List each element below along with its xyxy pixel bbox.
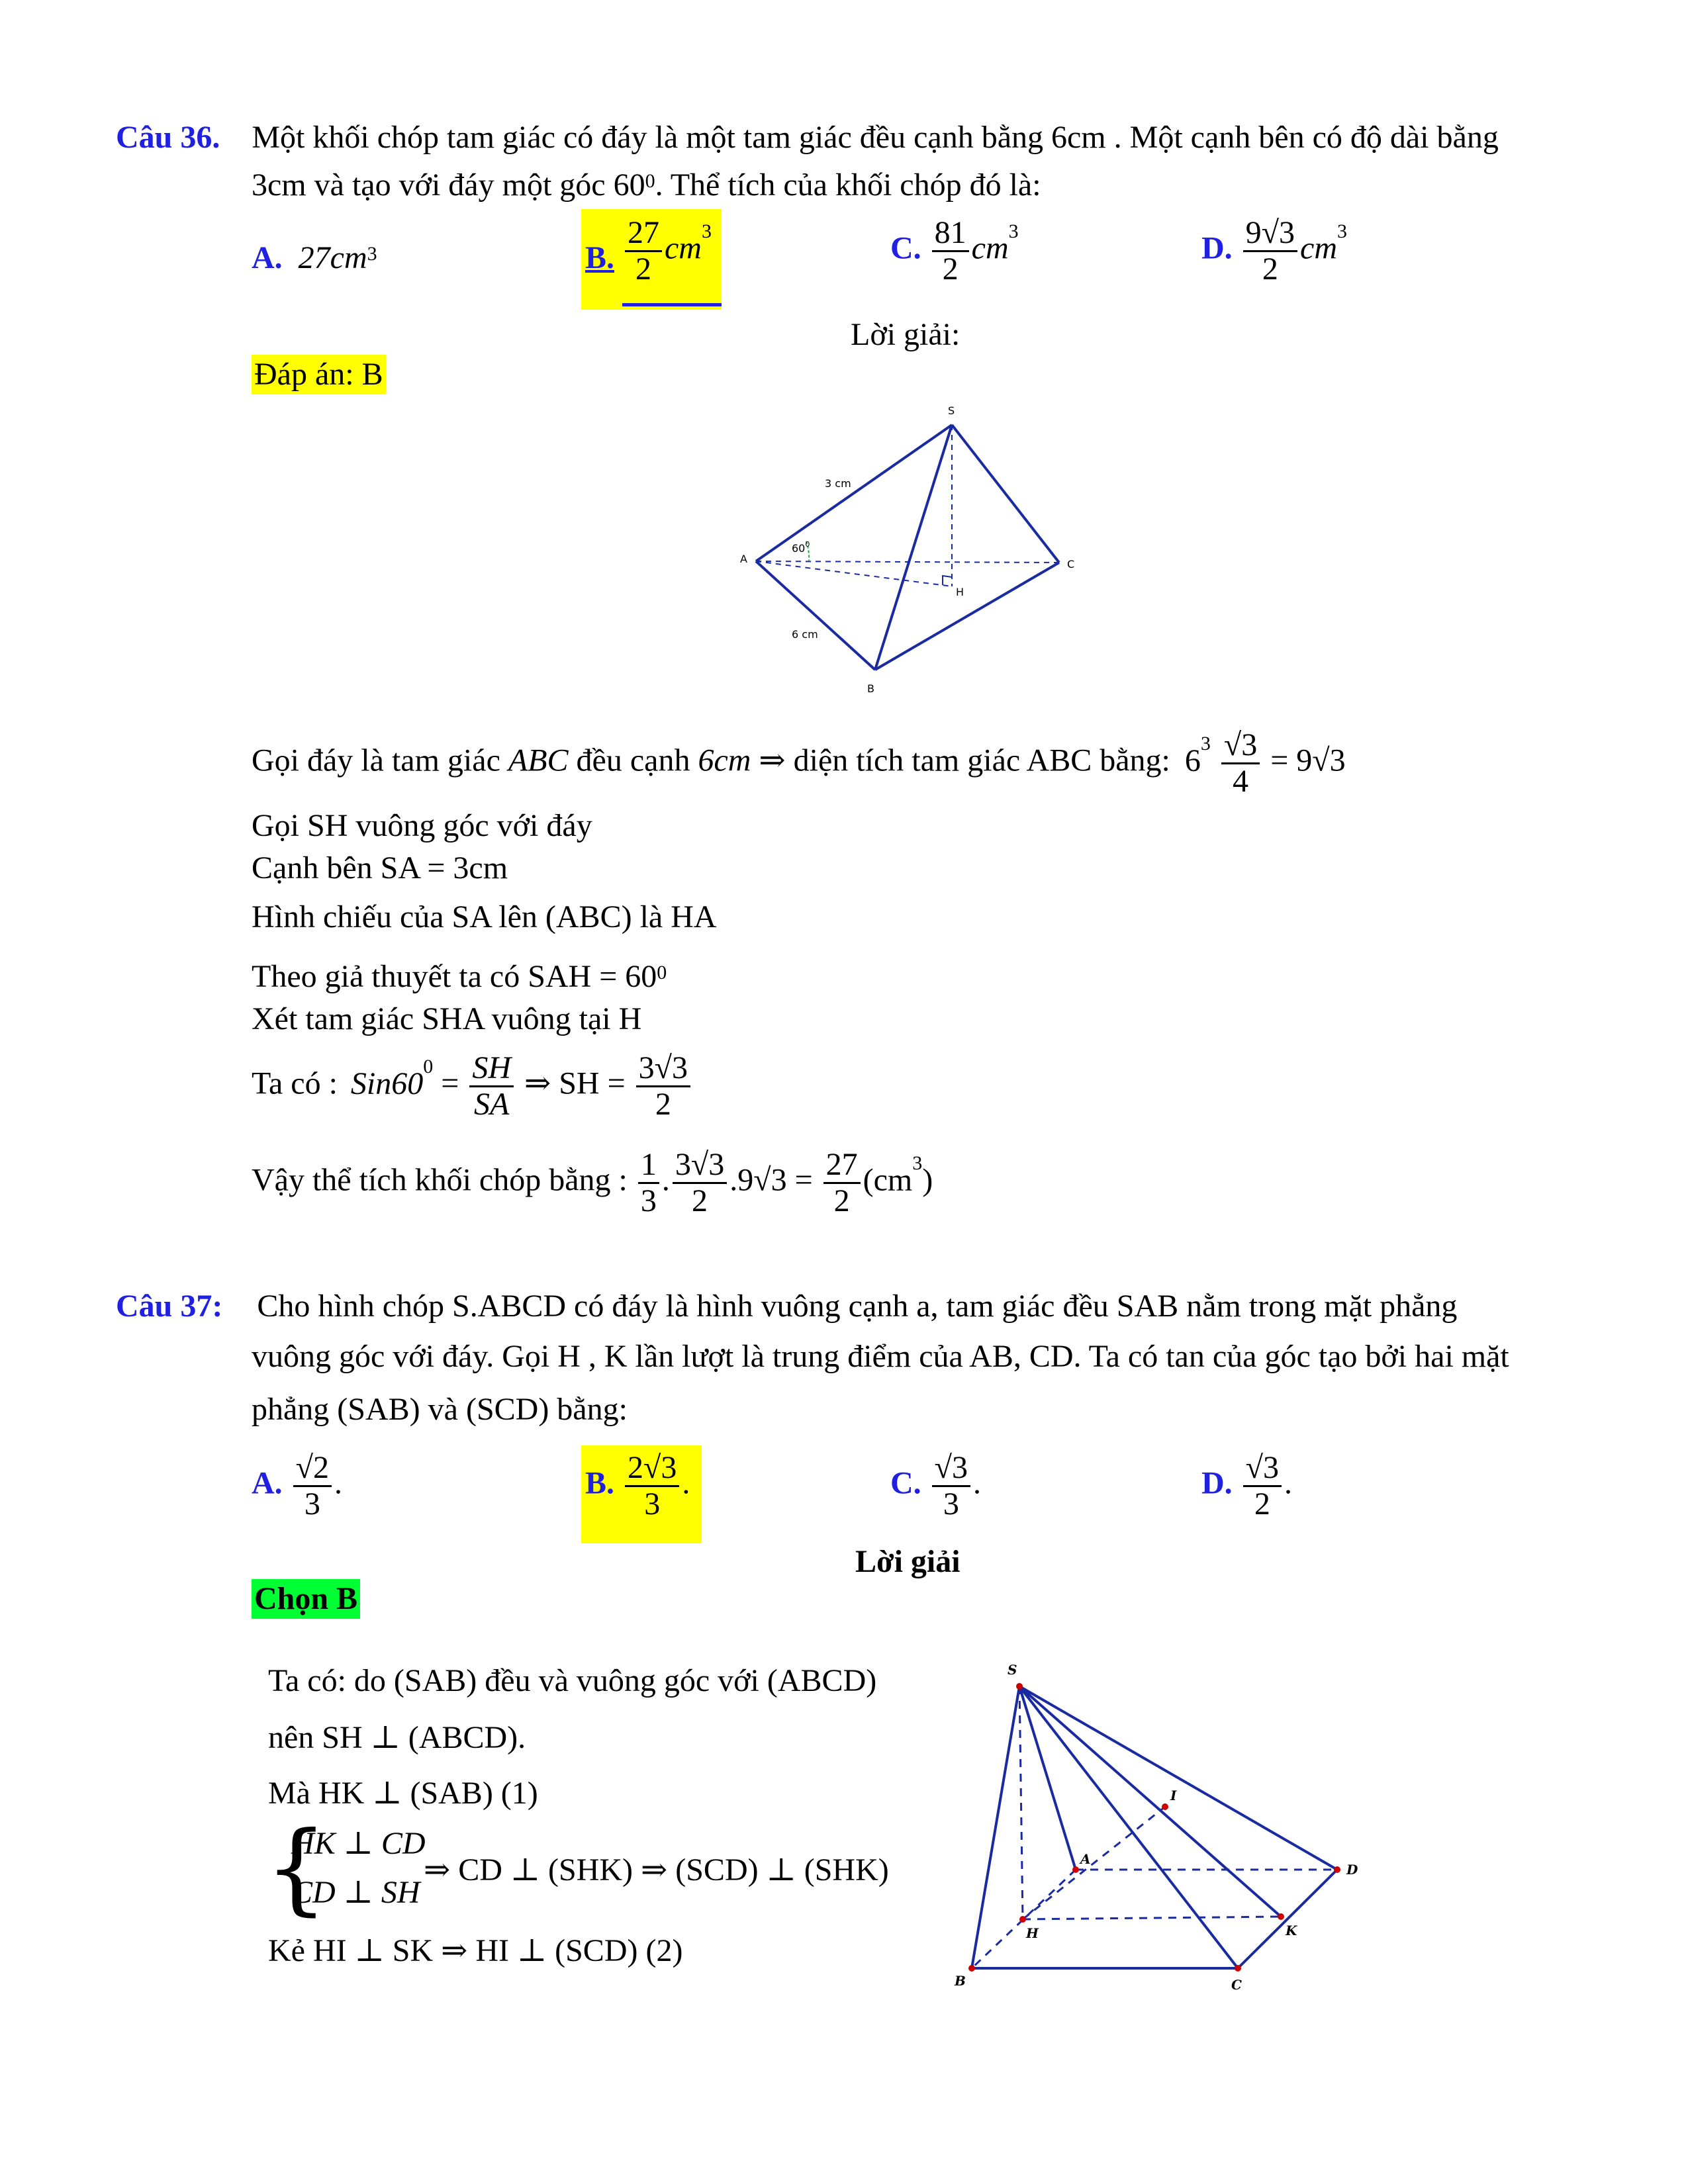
q36-sol5-sup: 0: [657, 962, 667, 983]
q36-option-b-sup: 3: [701, 220, 712, 242]
q36-option-d-sup: 3: [1336, 220, 1347, 242]
q36-answer: Đáp án: B: [252, 355, 386, 394]
label-h: H: [956, 586, 964, 598]
q36-sol8-fraction1: [638, 1148, 659, 1218]
q36-sol8-num3: 27: [823, 1148, 861, 1184]
q37-solution-heading: Lời giải: [855, 1544, 961, 1579]
q37-option-a-den: 3: [304, 1486, 320, 1522]
q36-option-d-label: D.: [1201, 230, 1233, 266]
q36-text2: 3cm và tạo với đáy một góc 60: [252, 167, 645, 203]
q37-option-c-label: C.: [890, 1465, 921, 1501]
q36-sol7-b: Sin60: [350, 1066, 424, 1101]
q36-sol-line7: Ta có : $Sin60^0$ = $\frac{SH}{SA}$ ⇒ SH = $\frac{3√3}{2}$: [252, 1051, 693, 1122]
q36-text2-end: . Thể tích của khối chóp đó là:: [655, 167, 1041, 203]
q36-sol7-den1: SA: [474, 1087, 510, 1122]
edge-sa: [756, 425, 952, 561]
q37-option-b-label: B.: [585, 1465, 615, 1501]
point-a: [1072, 1866, 1079, 1873]
q36-sol1-c: đều cạnh: [576, 743, 690, 778]
q36-sol7-den2: 2: [655, 1087, 671, 1122]
q36-option-d: [1201, 216, 1347, 287]
q36-sol1-a: Gọi đáy là tam giác: [252, 743, 500, 778]
q36-sol8-c-sup: 3: [912, 1152, 923, 1174]
q36-option-a-value: 27cm: [298, 240, 367, 275]
segment-ah: [756, 561, 952, 586]
q36-option-b: [581, 209, 722, 310]
q36-sol-line6: Xét tam giác SHA vuông tại H: [252, 1001, 642, 1036]
point-h: [1019, 1916, 1026, 1923]
q36-option-c-num: 81: [932, 216, 969, 252]
label-i: I: [1170, 1788, 1177, 1803]
q36-sol1-num: √3: [1221, 728, 1260, 764]
edge-sk: [1019, 1686, 1281, 1917]
q36-option-c-label: C.: [890, 230, 921, 266]
q37-sol-line4b: CD ⊥ SH: [291, 1875, 420, 1910]
q36-sol7-num2: 3√3: [636, 1051, 690, 1087]
q36-sol5-text: Theo giả thuyết ta có SAH = 60: [252, 959, 657, 994]
q36-solution-heading: Lời giải:: [851, 317, 961, 352]
q36-sol8-num2: 3√3: [673, 1148, 727, 1184]
q36-option-c: [890, 216, 1019, 287]
q36-text1: Một khối chóp tam giác có đáy là một tam giác đều cạnh bằng 6cm . Một cạnh bên có độ dài bằng: [252, 120, 1499, 155]
q36-option-d-num: 9√3: [1243, 216, 1297, 252]
q37-option-a-fraction: [293, 1451, 332, 1522]
q36-sol-line4: Hình chiếu của SA lên (ABC) là HA: [252, 899, 717, 934]
q36-sol8-den2: 2: [692, 1183, 708, 1218]
q37-answer: Chọn B: [252, 1579, 360, 1619]
q37-option-c-num: √3: [932, 1451, 970, 1487]
q36-option-a-sup: 3: [367, 243, 377, 265]
q37-option-c-den: 3: [943, 1486, 959, 1522]
q36-text2-sup: 0: [645, 170, 655, 192]
q36-sol8-b: .9√3 =: [729, 1162, 813, 1198]
q36-option-a-label: A.: [252, 240, 283, 275]
q36-sol8-fraction2: [673, 1148, 727, 1218]
q36-option-b-label: B.: [585, 240, 615, 275]
q36-sol1-d: 6cm: [698, 743, 751, 778]
q37-option-c-fraction: [932, 1451, 970, 1522]
q37-option-a-label: A.: [252, 1465, 283, 1501]
label-b: B: [955, 1973, 966, 1989]
q36-sol7-num1: SH: [469, 1051, 514, 1087]
q37-option-b: B. $\frac{2√3}{3}$ .: [581, 1445, 702, 1543]
q36-line2: [252, 165, 1041, 205]
label-d: D: [1346, 1862, 1358, 1878]
q36-option-d-den: 2: [1262, 251, 1278, 287]
label-a: A: [1080, 1851, 1091, 1867]
q36-option-c-unit: cm: [971, 230, 1009, 266]
q36-sol8-a: Vậy thể tích khối chóp bằng :: [252, 1162, 628, 1198]
q36-option-d-unit: cm: [1300, 230, 1337, 266]
q37-label: Câu 37:: [116, 1289, 223, 1324]
point-i: [1162, 1803, 1168, 1810]
q37-option-d-fraction: [1243, 1451, 1282, 1522]
q37-sol-line4c: ⇒ CD ⊥ (SHK) ⇒ (SCD) ⊥ (SHK): [424, 1852, 889, 1888]
edge-cd: [1238, 1870, 1337, 1968]
q36-sol7-fraction1: [469, 1051, 514, 1122]
label-side: 3 cm: [825, 477, 851, 490]
point-c: [1235, 1965, 1241, 1972]
label-a: A: [740, 553, 747, 565]
q36-sol-line1: [252, 728, 1346, 799]
label-base: 6 cm: [792, 628, 818, 641]
q37-sol-line2: nên SH ⊥ (ABCD).: [268, 1720, 526, 1755]
q37-sol-line5: Kẻ HI ⊥ SK ⇒ HI ⊥ (SCD) (2): [268, 1933, 683, 1968]
right-angle-mark: [943, 576, 952, 585]
q36-sol1-b: ABC: [508, 743, 569, 778]
edge-sb: [972, 1686, 1019, 1968]
q36-option-c-sup: 3: [1008, 220, 1019, 242]
q36-sol8-fraction3: [823, 1148, 861, 1218]
q37-brace: {: [265, 1811, 328, 1926]
q37-text3: phẳng (SAB) và (SCD) bằng:: [252, 1392, 628, 1427]
q36-option-d-fraction: [1243, 216, 1297, 287]
q37-pyramid-figure: [940, 1641, 1390, 2005]
q37-sol-line3: Mà HK ⊥ (SAB) (1): [268, 1776, 538, 1811]
q37-line1: [116, 1287, 1457, 1326]
q36-sol8-num1: 1: [638, 1148, 659, 1184]
q36-sol1-den: 4: [1233, 764, 1249, 799]
q36-option-c-fraction: [932, 216, 969, 287]
q37-option-d-den: 2: [1254, 1486, 1270, 1522]
edge-sc: [952, 425, 1059, 563]
q36-sol7-b-sup: 0: [423, 1056, 434, 1077]
q36-pyramid-figure: [728, 397, 1086, 702]
q37-option-d: D. $\frac{√3}{2}$ .: [1201, 1450, 1293, 1522]
label-s: S: [948, 404, 955, 417]
q36-sol-line5: [252, 957, 667, 997]
q36-option-b-fraction: [625, 216, 662, 287]
label-c: C: [1231, 1977, 1242, 1993]
q37-option-b-fraction: [625, 1451, 679, 1522]
q37-option-a-num: √2: [293, 1451, 332, 1487]
q36-sol-line3: Cạnh bên SA = 3cm: [252, 850, 508, 886]
segment-hi: [1023, 1807, 1165, 1919]
point-b: [968, 1965, 975, 1972]
q36-option-b-den: 2: [635, 251, 651, 287]
point-s: [1016, 1683, 1023, 1690]
label-b: B: [867, 682, 874, 695]
q36-sol7-c: ⇒ SH =: [524, 1066, 626, 1101]
q36-line1: [116, 118, 1499, 158]
q36-sol8-den1: 3: [640, 1183, 657, 1218]
q36-option-b-unit: cm: [665, 230, 702, 266]
edge-ac-hidden: [756, 561, 1059, 563]
q36-label: Câu 36.: [116, 120, 220, 155]
q36-sol1-f-sup: 3: [1200, 733, 1211, 754]
q37-sol-line1: Ta có: do (SAB) đều và vuông góc với (ABCD): [268, 1663, 877, 1698]
q37-option-c: C. $\frac{√3}{3}$ .: [890, 1450, 982, 1522]
point-k: [1278, 1913, 1284, 1920]
q37-option-d-label: D.: [1201, 1465, 1233, 1501]
label-angle: $60^0$: [792, 540, 810, 555]
q36-sol7-fraction2: [636, 1051, 690, 1122]
q36-sol1-f: 6: [1184, 743, 1201, 778]
edge-ab: [756, 561, 875, 670]
q36-sol-line2: Gọi SH vuông góc với đáy: [252, 808, 592, 843]
height-sh: [1019, 1686, 1023, 1919]
q36-sol1-e: ⇒ diện tích tam giác ABC bằng:: [759, 743, 1170, 778]
q37-option-b-num: 2√3: [625, 1451, 679, 1487]
label-s: S: [1008, 1662, 1017, 1678]
q37-sol-line4a: HK ⊥ CD: [291, 1826, 426, 1861]
q36-sol-line8: Vậy thể tích khối chóp bằng : $\frac{1}{3}$ . $\frac{3√3}{2}$ .9√3 = $\frac{27}{2}$ $(cm^3)$: [252, 1147, 933, 1218]
q36-sol7-a: Ta có :: [252, 1066, 338, 1101]
q36-option-b-underline: [622, 303, 722, 306]
q36-sol8-c: (cm: [863, 1162, 913, 1198]
q37-option-b-den: 3: [644, 1486, 661, 1522]
point-d: [1334, 1866, 1340, 1873]
q37-text2: vuông góc với đáy. Gọi H , K lần lượt là trung điểm của AB, CD. Ta có tan của góc tạo bởi hai mặt: [252, 1339, 1509, 1374]
q36-sol1-g: = 9√3: [1270, 743, 1346, 778]
segment-hk: [1023, 1917, 1281, 1919]
q36-sol8-den3: 2: [833, 1183, 850, 1218]
q36-option-c-den: 2: [942, 251, 959, 287]
label-c: C: [1067, 558, 1075, 570]
edge-sc: [1019, 1686, 1238, 1968]
q36-option-b-num: 27: [625, 216, 662, 252]
q37-option-a: A. $\frac{√2}{3}$ .: [252, 1450, 343, 1522]
q36-option-a: [252, 238, 377, 278]
q36-sol1-fraction: [1221, 728, 1260, 799]
q37-option-d-num: √3: [1243, 1451, 1282, 1487]
q37-text1: Cho hình chóp S.ABCD có đáy là hình vuông cạnh a, tam giác đều SAB nằm trong mặt phẳng: [257, 1289, 1458, 1324]
label-k: K: [1286, 1923, 1297, 1938]
label-h: H: [1026, 1925, 1039, 1941]
q36-sol8-d: ): [922, 1162, 933, 1198]
